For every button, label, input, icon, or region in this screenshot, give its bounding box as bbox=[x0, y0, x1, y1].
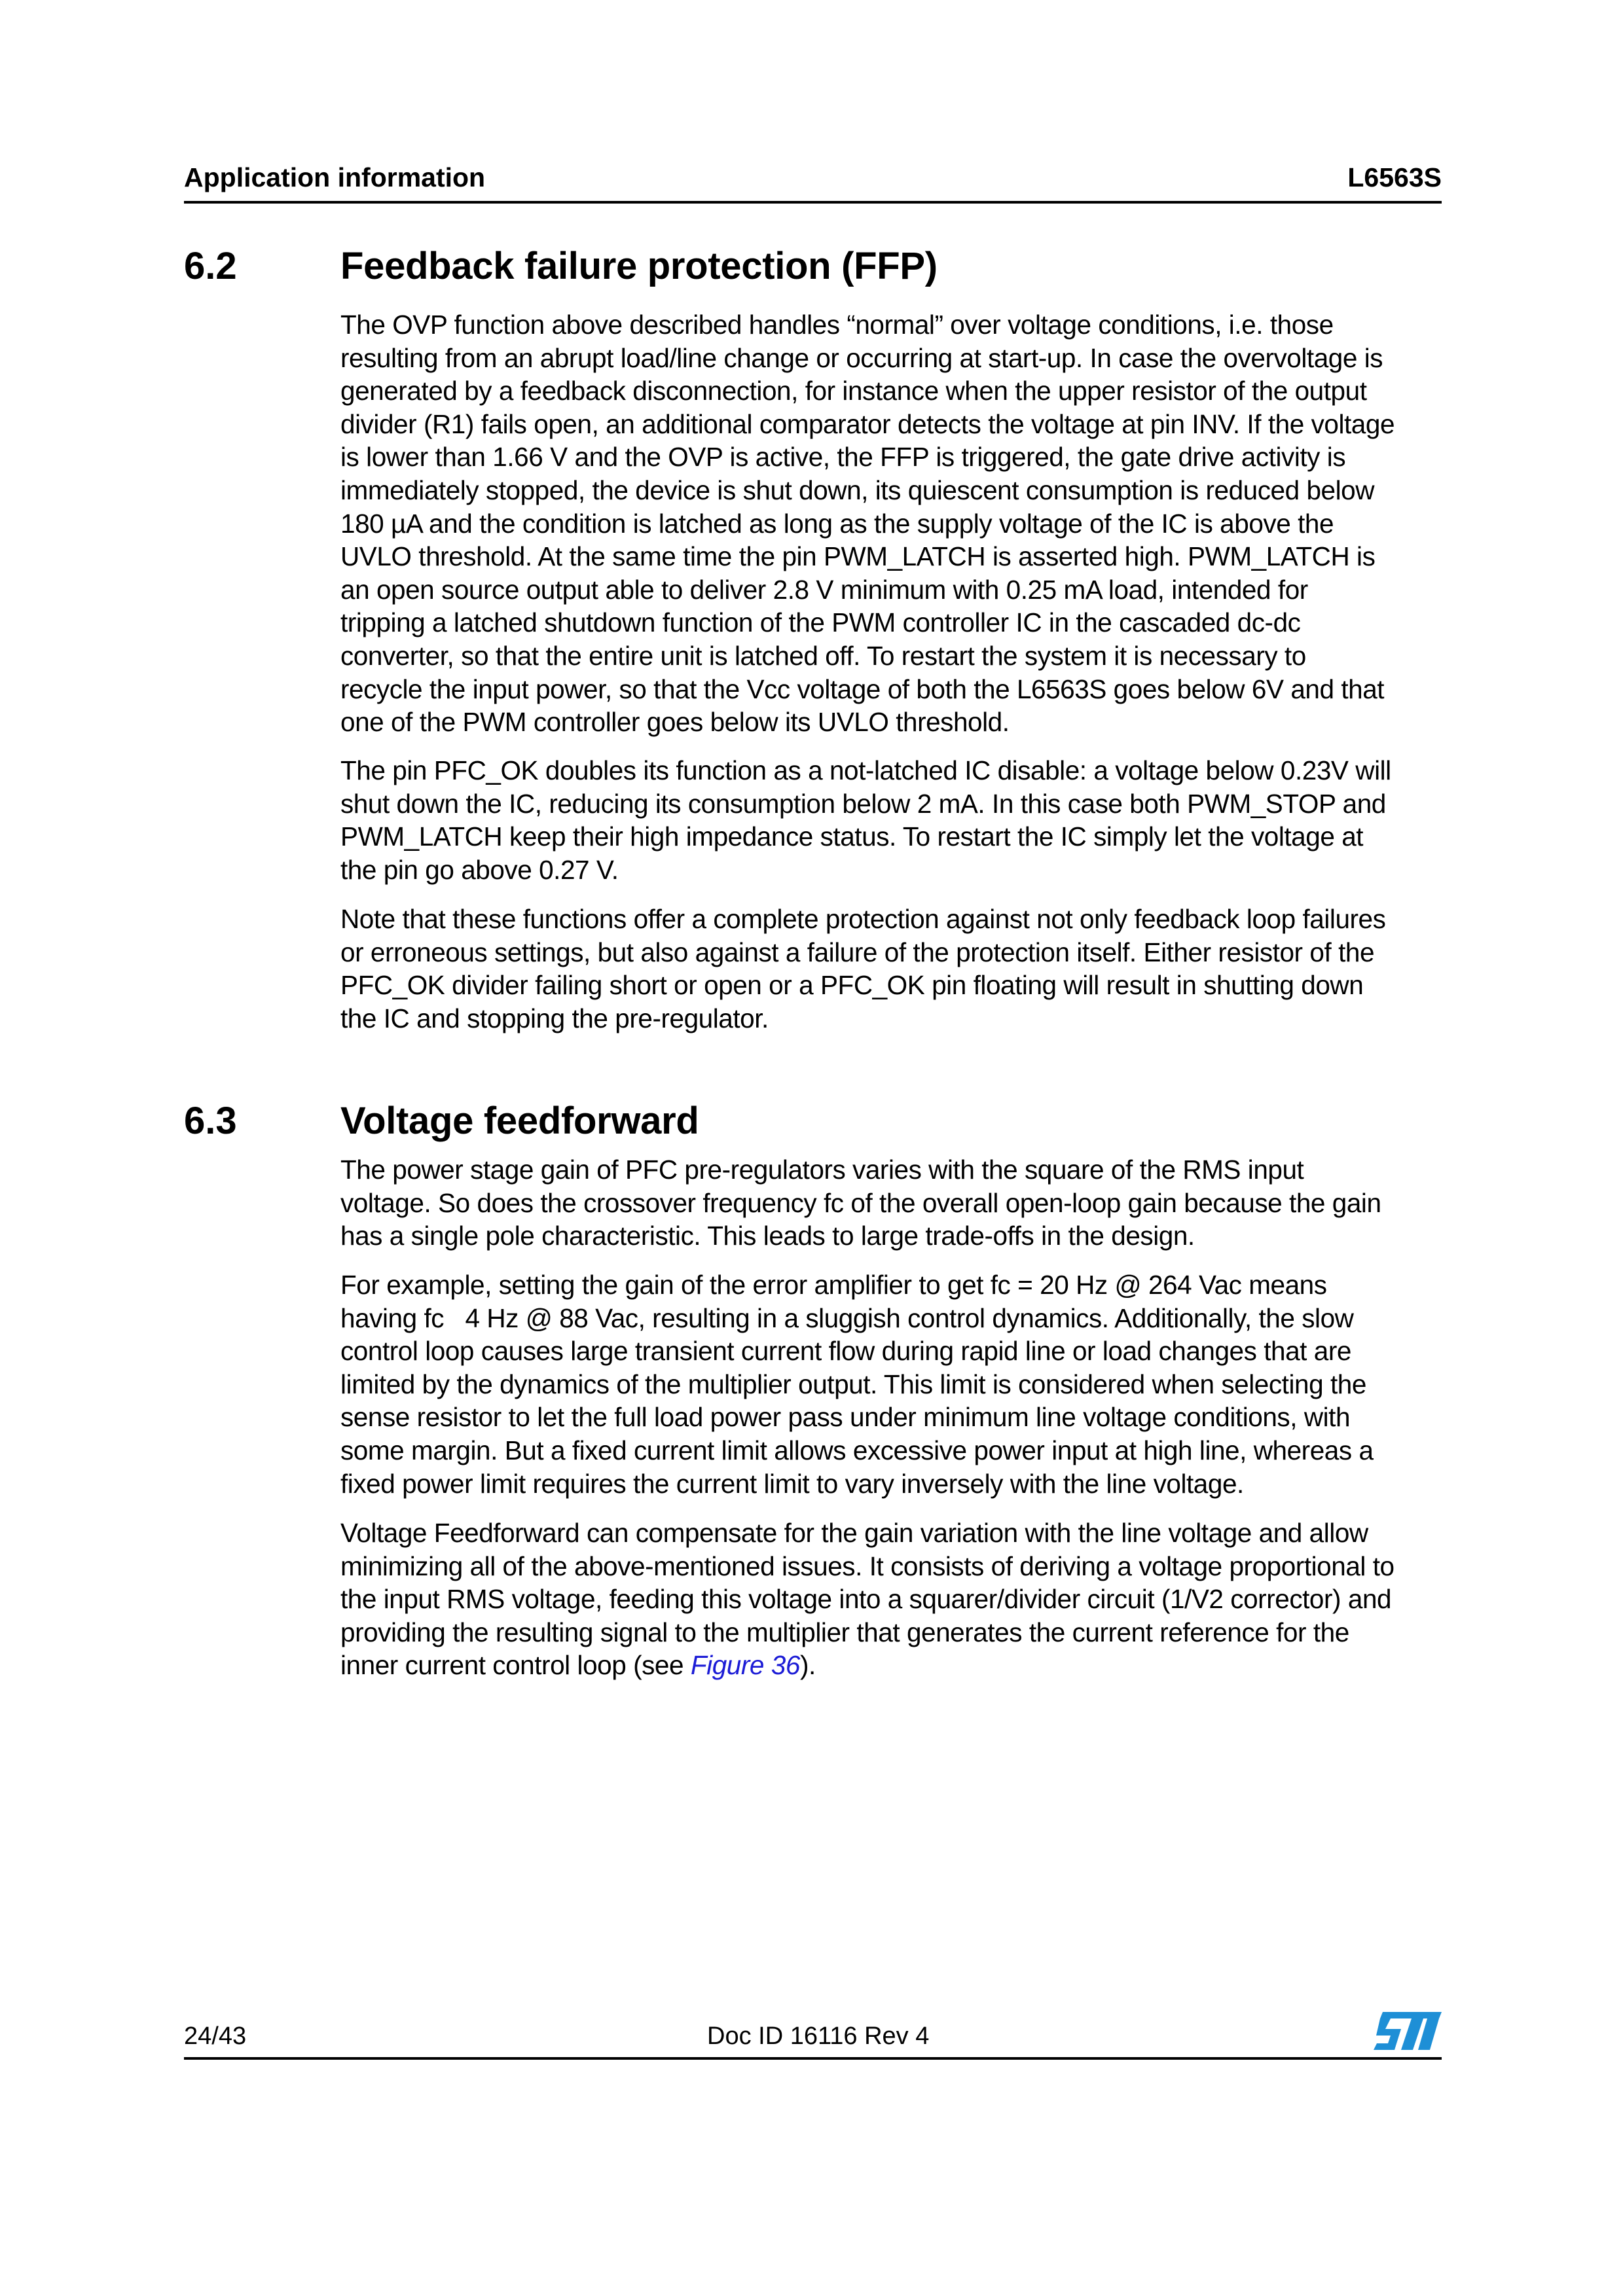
text-line: the pin go above 0.27 V. bbox=[340, 854, 619, 885]
text-fragment: inner current control loop (see bbox=[340, 1650, 691, 1681]
paragraph-pfc-ok-disable bbox=[340, 754, 1453, 886]
header-rule bbox=[184, 201, 1442, 204]
text-line: PFC_OK divider failing short or open or a PFC_OK pin floating will result in shutting down bbox=[340, 970, 1364, 1001]
running-header-section: Application information bbox=[184, 162, 486, 192]
text-line: tripping a latched shutdown function of the PWM controller IC in the cascaded dc-dc bbox=[340, 607, 1301, 638]
text-line: an open source output able to deliver 2.8 V minimum with 0.25 mA load, intended for bbox=[340, 574, 1308, 605]
document-id: Doc ID 16116 Rev 4 bbox=[707, 2022, 930, 2050]
text-line: the IC and stopping the pre-regulator. bbox=[340, 1003, 769, 1033]
paragraph-ffp-description bbox=[340, 308, 1453, 739]
text-line: voltage. So does the crossover frequency fc of the overall open-loop gain because the gain bbox=[340, 1187, 1381, 1218]
text-line: The OVP function above described handles “normal” over voltage conditions, i.e. those bbox=[340, 310, 1334, 340]
st-logo-icon bbox=[1371, 2009, 1444, 2054]
text-line: control loop causes large transient current flow during rapid line or load changes that are bbox=[340, 1336, 1351, 1367]
running-header-part-number: L6563S bbox=[1347, 162, 1442, 192]
paragraph-voltage-feedforward bbox=[340, 1516, 1453, 1682]
section-number: 6.3 bbox=[184, 1100, 237, 1142]
text-line: resulting from an abrupt load/line change or occurring at start-up. In case the overvoltage is bbox=[340, 342, 1383, 373]
section-number: 6.2 bbox=[184, 245, 237, 287]
section-title: Voltage feedforward bbox=[340, 1100, 699, 1142]
text-line: some margin. But a fixed current limit allows excessive power input at high line, whereas a bbox=[340, 1435, 1374, 1465]
text-line: providing the resulting signal to the multiplier that generates the current reference for the bbox=[340, 1617, 1349, 1647]
paragraph-example bbox=[340, 1268, 1453, 1500]
text-fragment: ). bbox=[799, 1650, 816, 1681]
text-line: UVLO threshold. At the same time the pin PWM_LATCH is asserted high. PWM_LATCH is bbox=[340, 541, 1376, 572]
text-line: sense resistor to let the full load power pass under minimum line voltage conditions, with bbox=[340, 1402, 1351, 1433]
text-line: one of the PWM controller goes below its UVLO threshold. bbox=[340, 707, 1010, 738]
text-line: the input RMS voltage, feeding this voltage into a squarer/divider circuit (1/V2 corrector) and bbox=[340, 1584, 1392, 1615]
text-line: fixed power limit requires the current limit to vary inversely with the line voltage. bbox=[340, 1468, 1244, 1499]
text-line bbox=[340, 1649, 1453, 1682]
text-line: shut down the IC, reducing its consumption below 2 mA. In this case both PWM_STOP and bbox=[340, 788, 1386, 819]
text-line: limited by the dynamics of the multiplier output. This limit is considered when selecting the bbox=[340, 1369, 1366, 1399]
text-line: or erroneous settings, but also against a failure of the protection itself. Either resistor of the bbox=[340, 937, 1375, 967]
text-line: having fc 4 Hz @ 88 Vac, resulting in a sluggish control dynamics. Additionally, the slow bbox=[340, 1302, 1354, 1333]
text-line: 180 µA and the condition is latched as long as the supply voltage of the IC is above the bbox=[340, 508, 1334, 539]
footer-rule bbox=[184, 2057, 1442, 2060]
text-line: recycle the input power, so that the Vcc voltage of both the L6563S goes below 6V and that bbox=[340, 673, 1385, 704]
text-line: immediately stopped, the device is shut down, its quiescent consumption is reduced below bbox=[340, 475, 1375, 505]
text-line: The pin PFC_OK doubles its function as a not-latched IC disable: a voltage below 0.23V will bbox=[340, 755, 1391, 785]
text-line: is lower than 1.66 V and the OVP is active, the FFP is triggered, the gate drive activity is bbox=[340, 442, 1346, 473]
text-line: Voltage Feedforward can compensate for the gain variation with the line voltage and allow bbox=[340, 1518, 1368, 1548]
paragraph-protection-note bbox=[340, 903, 1453, 1035]
text-line: PWM_LATCH keep their high impedance status. To restart the IC simply let the voltage at bbox=[340, 821, 1364, 852]
page-number: 24/43 bbox=[184, 2022, 247, 2050]
text-line: Note that these functions offer a complete protection against not only feedback loop failures bbox=[340, 904, 1386, 934]
text-line: minimizing all of the above-mentioned issues. It consists of deriving a voltage proportional to bbox=[340, 1551, 1395, 1581]
paragraph-power-stage-gain bbox=[340, 1153, 1453, 1253]
text-line: divider (R1) fails open, an additional comparator detects the voltage at pin INV. If the voltage bbox=[340, 408, 1395, 439]
text-line: converter, so that the entire unit is latched off. To restart the system it is necessary to bbox=[340, 640, 1306, 671]
text-line: has a single pole characteristic. This leads to large trade-offs in the design. bbox=[340, 1221, 1195, 1251]
section-title: Feedback failure protection (FFP) bbox=[340, 245, 938, 287]
text-line: For example, setting the gain of the error amplifier to get fc = 20 Hz @ 264 Vac means bbox=[340, 1270, 1327, 1300]
figure-36-link[interactable]: Figure 36 bbox=[690, 1650, 800, 1681]
text-line: generated by a feedback disconnection, for instance when the upper resistor of the output bbox=[340, 376, 1367, 406]
text-line: The power stage gain of PFC pre-regulators varies with the square of the RMS input bbox=[340, 1155, 1304, 1185]
